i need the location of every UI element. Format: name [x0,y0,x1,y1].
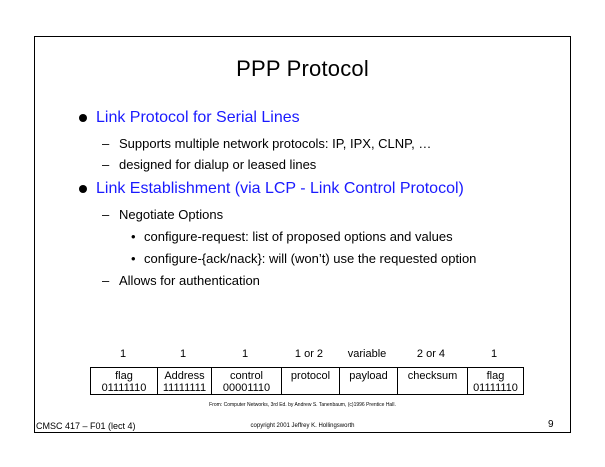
subitem-2-1: Negotiate Options [119,207,224,222]
bullet-heading-2: Link Establishment (via LCP - Link Control Protocol) [96,180,464,197]
field-size: 1 [490,348,498,360]
field-bits: 00001110 [222,382,271,394]
field-name: payload [349,370,388,382]
field-bits: 01111110 [101,382,147,394]
frame-field-checksum [397,368,467,394]
field-size: 1 [119,348,127,360]
field-size: 2 or 4 [416,348,446,360]
course-label: CMSC 417 – F01 (lect 4) [36,421,136,431]
field-name: Address [164,370,205,382]
subsub-dot: • [131,251,136,266]
page-number: 9 [548,419,554,430]
field-size: 1 [241,348,249,360]
field-size: 1 or 2 [294,348,324,360]
dash-marker: – [102,136,110,151]
copyright-text: copyright 2001 Jeffrey K. Hollingsworth [250,423,355,429]
ppp-frame-format [90,367,524,395]
subitem-1-2: designed for dialup or leased lines [119,157,317,172]
dash-marker: – [102,273,110,288]
bullet-dot [79,185,87,193]
dash-marker: – [102,207,110,222]
bullet-heading-1: Link Protocol for Serial Lines [96,109,300,126]
field-name: flag [115,370,133,382]
slide-title: PPP Protocol [236,56,369,81]
frame-field-flag-end [467,368,523,394]
subitem-2-2: Allows for authentication [119,273,260,288]
bullet-dot [79,114,87,122]
subitem-1-1: Supports multiple network protocols: IP, IPX, CLNP, … [119,136,432,151]
field-bits: 11111111 [162,382,207,394]
field-name: control [229,370,264,382]
frame-field-flag [91,368,157,394]
field-name: flag [486,370,505,382]
frame-field-protocol [281,368,339,394]
field-name: protocol [290,370,331,382]
frame-field-payload [339,368,397,394]
subsub-dot: • [131,229,136,244]
field-bits: 01111110 [473,382,518,394]
subsubitem-1: configure-request: list of proposed options and values [144,229,453,244]
field-name: checksum [407,370,458,382]
field-size: variable [347,348,387,360]
source-credit: From: Computer Networks, 3rd Ed. by Andrew S. Tanenbaum, (c)1996 Prentice Hall. [209,402,396,408]
frame-field-control [211,368,281,394]
subsubitem-2: configure-{ack/nack}: will (won’t) use the requested option [144,251,477,266]
dash-marker: – [102,157,110,172]
field-size: 1 [179,348,187,360]
frame-field-address [157,368,211,394]
